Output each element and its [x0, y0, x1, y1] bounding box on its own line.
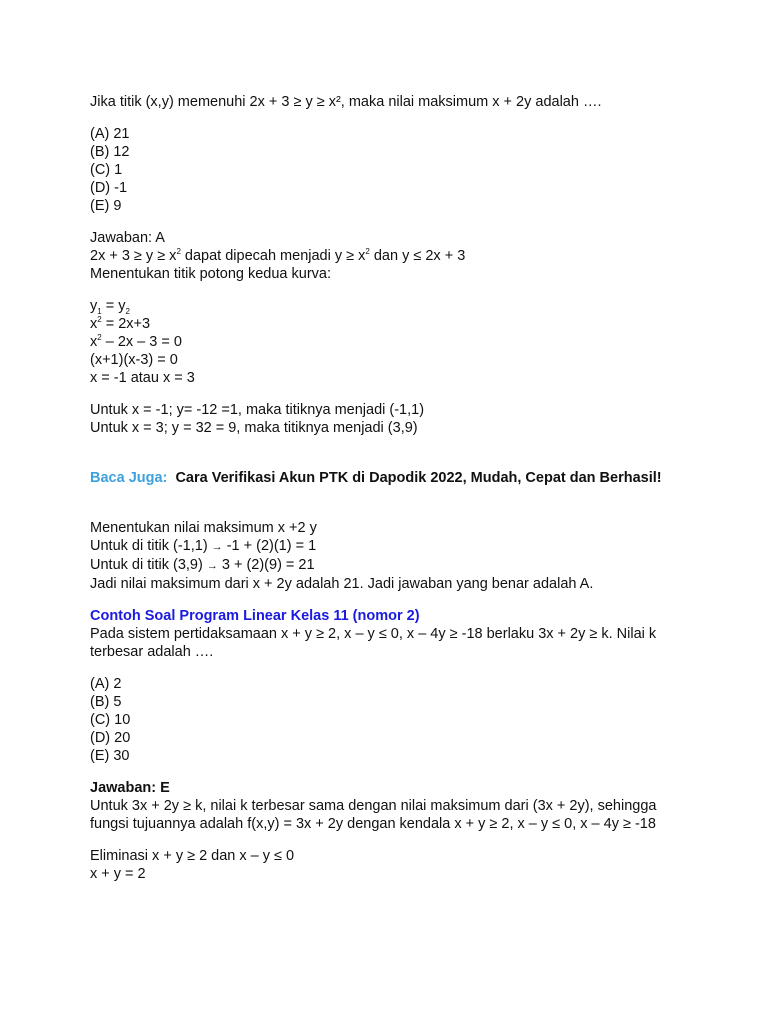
- option-b: (B) 12: [90, 144, 130, 160]
- equation-line: (x+1)(x-3) = 0: [90, 352, 178, 368]
- option-c: (C) 1: [90, 162, 123, 178]
- equation-line: $y_1 = y_2$: [90, 298, 130, 316]
- option-c: (C) 10: [90, 712, 131, 728]
- option-e: (E) 9: [90, 198, 122, 214]
- explanation-line: Eliminasi x + y ≥ 2 dan x – y ≤ 0: [90, 848, 295, 864]
- document-body: [90, 93, 680, 883]
- equation-line: $x^2 = 2x+3$: [90, 315, 151, 332]
- question-2-text: Pada sistem pertidaksamaan x + y ≥ 2, x – y ≤ 0, x – 4y ≥ -18 berlaku 3x + 2y ≥ k. Nilai k terbesar adalah ….: [90, 626, 657, 660]
- baca-juga-label: Baca Juga:: [90, 470, 168, 486]
- arrow-icon: →: [206, 560, 218, 572]
- option-a: (A) 2: [90, 676, 122, 692]
- question-1-options: [90, 125, 680, 215]
- explanation-line: Menentukan nilai maksimum x +2 y: [90, 520, 317, 536]
- explanation-line: $2x + 3 \ge y \ge x^2$ dapat dipecah menjadi $y \ge x^2$ dan y ≤ 2x + 3: [90, 247, 466, 264]
- equation-line: $x^2 - 2x - 3 = 0$: [90, 333, 182, 350]
- baca-juga-link[interactable]: [90, 469, 680, 487]
- substitution-line: Untuk x = 3; y = 32 = 9, maka titiknya menjadi (3,9): [90, 420, 418, 436]
- question-1-text: Jika titik (x,y) memenuhi 2x + 3 ≥ y ≥ x², maka nilai maksimum x + 2y adalah ….: [90, 94, 602, 110]
- explanation-line: Untuk di titik (-1,1) → -1 + (2)(1) = 1: [90, 538, 317, 554]
- explanation-paragraph: Untuk 3x + 2y ≥ k, nilai k terbesar sama dengan nilai maksimum dari (3x + 2y), sehingga fungsi tujuannya adalah f(x,y) = 3x + 2y dengan kendala x + y ≥ 2, x – y ≤ 0, x – 4y ≥ -18: [90, 798, 657, 832]
- answer-1: Jawaban: A: [90, 230, 165, 246]
- section-heading: Contoh Soal Program Linear Kelas 11 (nomor 2): [90, 608, 420, 624]
- explanation-line: Untuk di titik (3,9) → 3 + (2)(9) = 21: [90, 557, 315, 573]
- option-d: (D) -1: [90, 180, 128, 196]
- option-e: (E) 30: [90, 748, 130, 764]
- equation-line: x + y = 2: [90, 866, 146, 882]
- baca-juga-title[interactable]: Cara Verifikasi Akun PTK di Dapodik 2022, Mudah, Cepat dan Berhasil!: [175, 470, 662, 486]
- option-d: (D) 20: [90, 730, 131, 746]
- substitution-line: Untuk x = -1; y= -12 =1, maka titiknya menjadi (-1,1): [90, 402, 425, 418]
- equation-line: x = -1 atau x = 3: [90, 370, 195, 386]
- arrow-icon: →: [211, 541, 223, 553]
- explanation-line: Menentukan titik potong kedua kurva:: [90, 266, 332, 282]
- option-b: (B) 5: [90, 694, 122, 710]
- conclusion-line: Jadi nilai maksimum dari x + 2y adalah 21. Jadi jawaban yang benar adalah A.: [90, 576, 594, 592]
- option-a: (A) 21: [90, 126, 130, 142]
- question-2-options: [90, 675, 680, 765]
- answer-2: Jawaban: E: [90, 780, 170, 796]
